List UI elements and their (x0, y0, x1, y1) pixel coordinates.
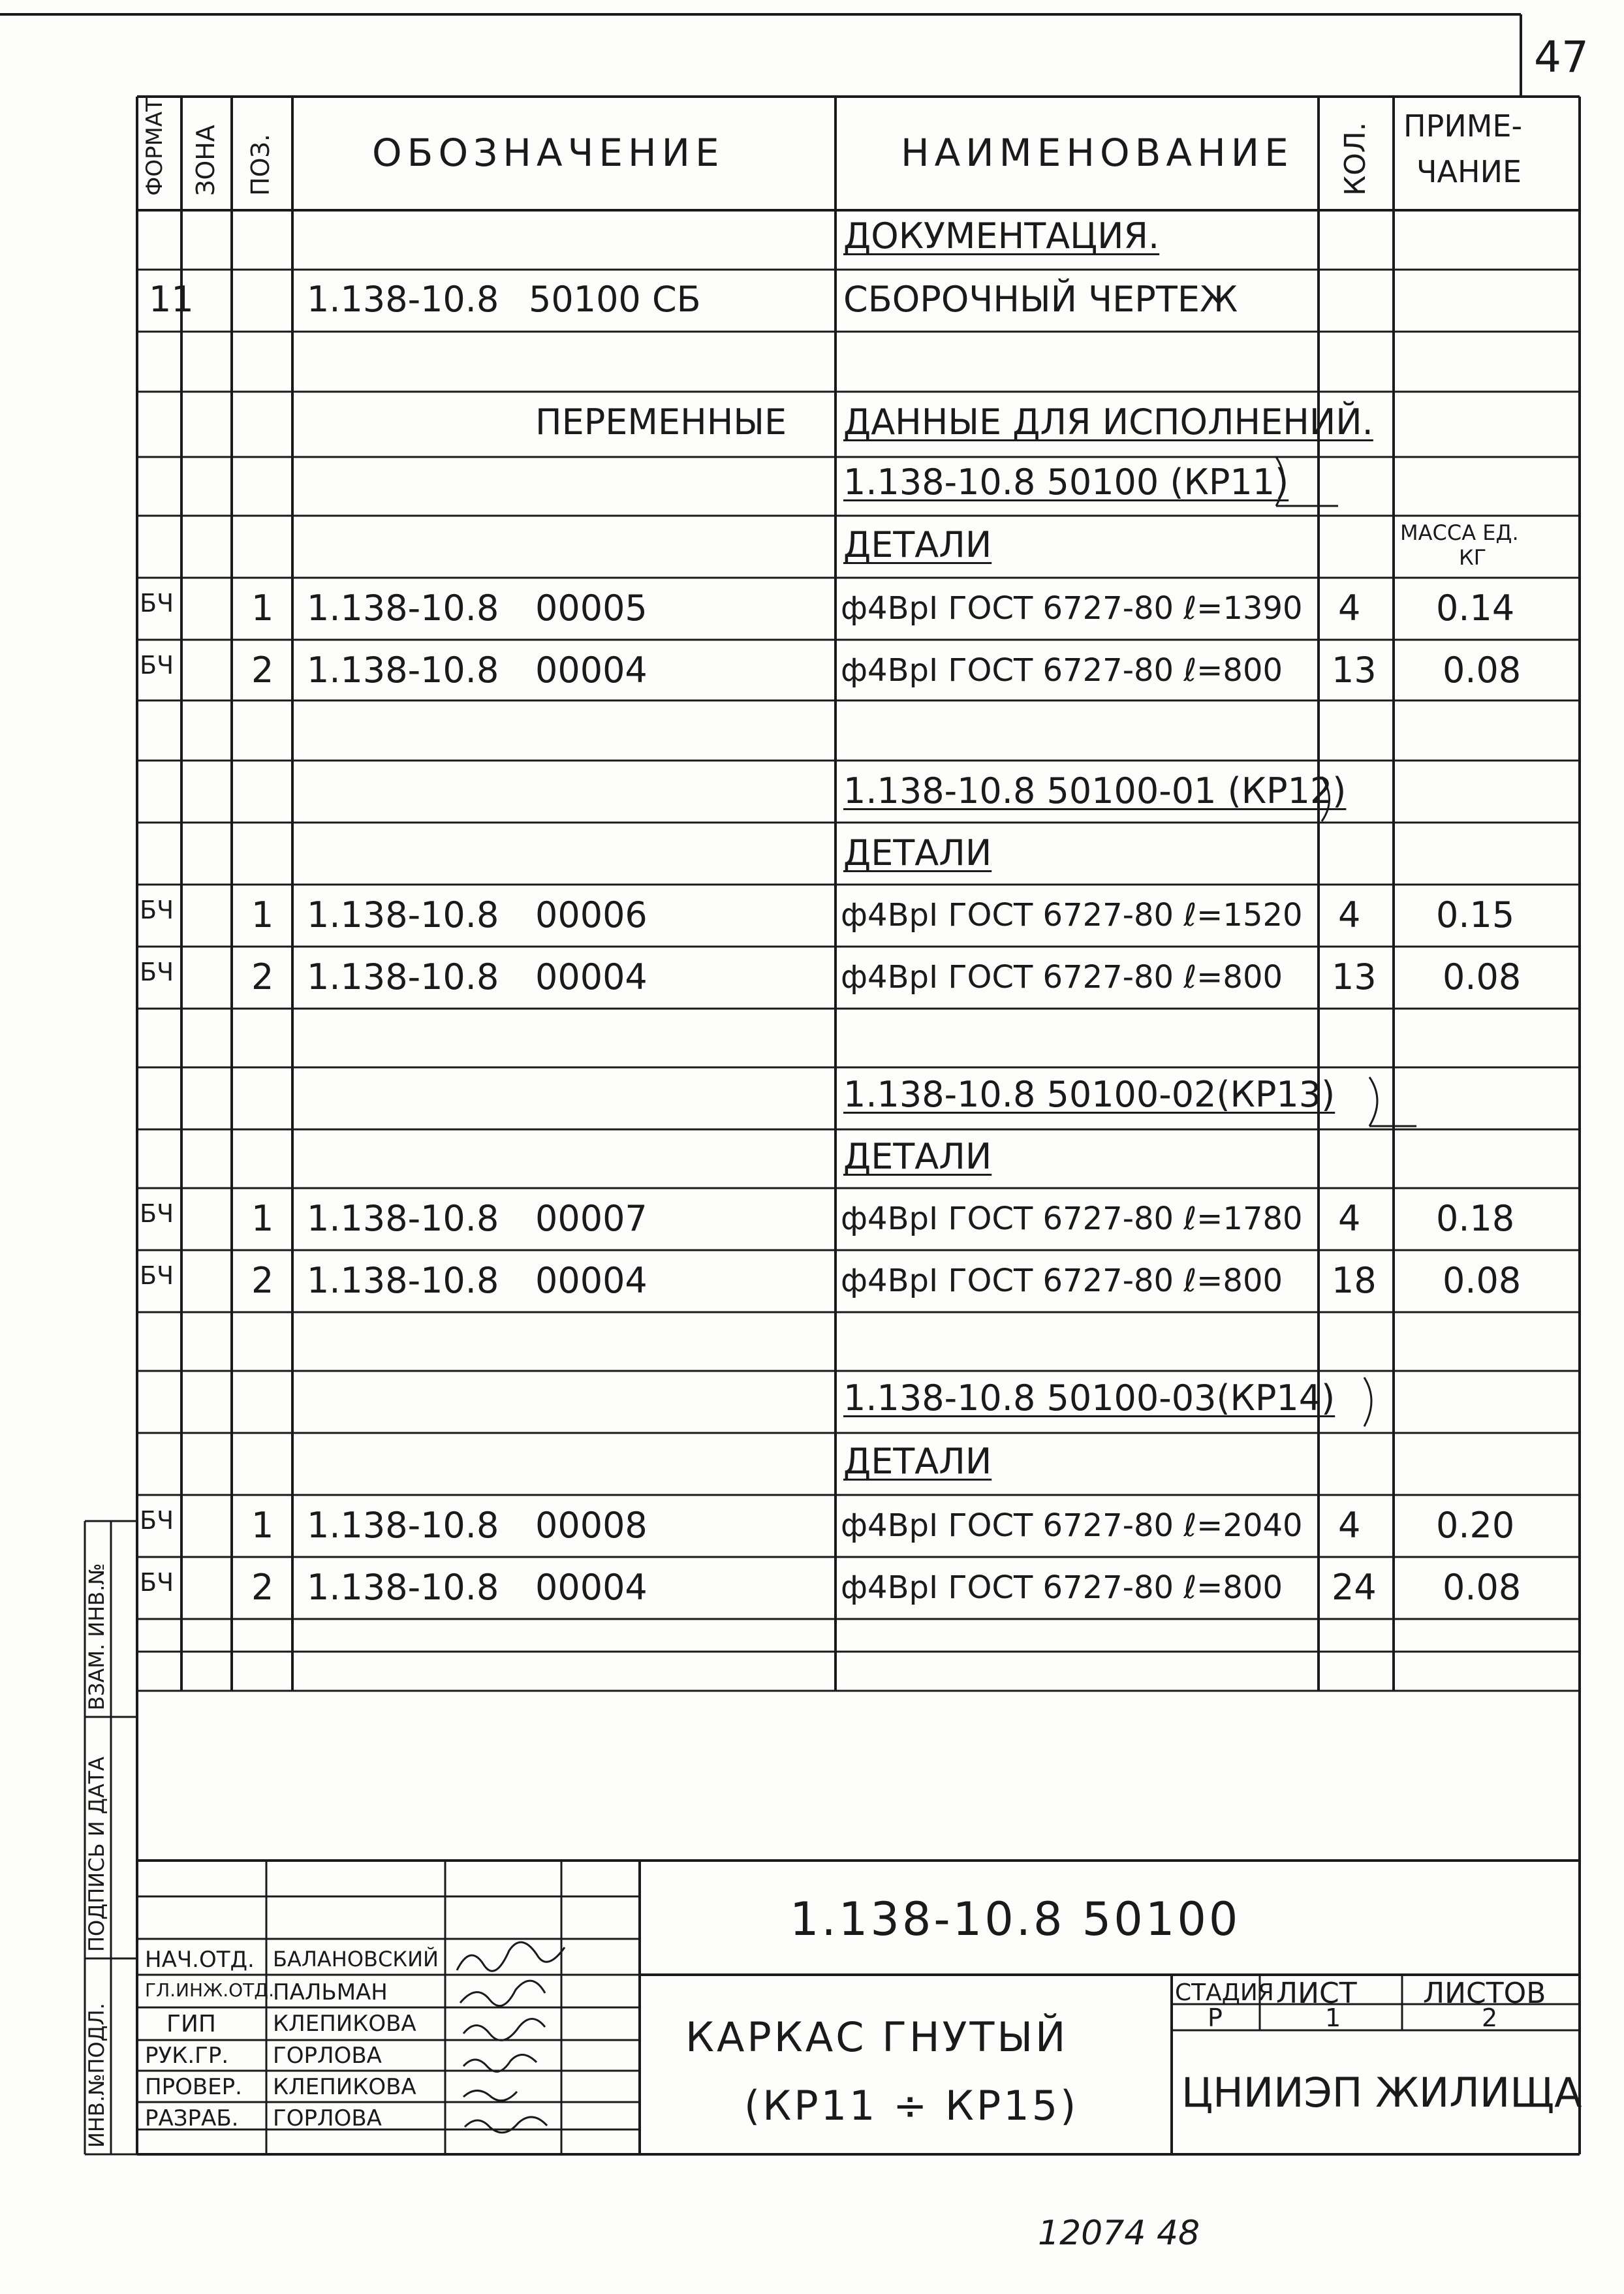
table-row-note: 0.14 (1436, 588, 1515, 629)
table-row-pos: 1 (251, 1505, 274, 1546)
row-variable-label: ПЕРЕМЕННЫЕ (535, 401, 787, 443)
variant-kp13-details: ДЕТАЛИ (843, 1136, 992, 1177)
role-label: ГЛ.ИНЖ.ОТД. (145, 1979, 275, 2001)
table-row-note: 0.20 (1436, 1505, 1515, 1546)
table-row-format: БЧ (140, 1568, 174, 1597)
row-assembly-format: 11 (149, 279, 194, 320)
role-label: НАЧ.ОТД. (145, 1947, 255, 1973)
table-row-qty: 4 (1338, 1505, 1361, 1546)
person-name: ГОРЛОВА (273, 2105, 382, 2131)
table-row-qty: 24 (1332, 1567, 1377, 1608)
col-pos-header: ПОЗ. (246, 134, 275, 196)
table-row-designation: 1.138-10.8 (307, 1260, 499, 1301)
sheets-value: 2 (1482, 2003, 1498, 2032)
doc-code: 1.138-10.8 50100 (790, 1893, 1241, 1946)
table-row-name: ф4ВрI ГОСТ 6727-80 ℓ=800 (841, 1569, 1283, 1606)
table-row-designation: 1.138-10.8 (307, 956, 499, 998)
table-row-code: 00007 (535, 1198, 648, 1239)
variant-kp13-title: 1.138-10.8 50100-02(КР13) (843, 1074, 1335, 1115)
table-row-qty: 18 (1332, 1260, 1377, 1301)
table-row-designation: 1.138-10.8 (307, 1567, 499, 1608)
row-documentation-name: ДОКУМЕНТАЦИЯ. (843, 215, 1160, 257)
sheet-value: 1 (1325, 2003, 1341, 2032)
table-row-code: 00006 (535, 894, 648, 935)
table-row-pos: 1 (251, 894, 274, 935)
table-row-qty: 4 (1338, 588, 1361, 629)
table-row-qty: 4 (1338, 894, 1361, 935)
table-row-name: ф4ВрI ГОСТ 6727-80 ℓ=800 (841, 652, 1283, 689)
mass-unit-kg: КГ (1459, 545, 1487, 570)
table-row-designation: 1.138-10.8 (307, 1198, 499, 1239)
table-row-code: 00005 (535, 588, 648, 629)
person-name: БАЛАНОВСКИЙ (273, 1947, 439, 1972)
table-row-name: ф4ВрI ГОСТ 6727-80 ℓ=1780 (841, 1201, 1303, 1237)
table-row-qty: 13 (1332, 956, 1377, 998)
variant-kp11-title: 1.138-10.8 50100 (КР11) (843, 462, 1289, 503)
table-row-name: ф4ВрI ГОСТ 6727-80 ℓ=800 (841, 1263, 1283, 1299)
page-number: 47 (1534, 32, 1589, 82)
row-assembly-code: 50100 СБ (529, 279, 701, 320)
variant-kp12-details: ДЕТАЛИ (843, 832, 992, 873)
table-row-name: ф4ВрI ГОСТ 6727-80 ℓ=1520 (841, 897, 1303, 934)
signatures (457, 1942, 565, 2133)
role-label: РУК.ГР. (145, 2043, 229, 2069)
col-format-header: ФОРМАТ (142, 98, 168, 196)
mass-unit-header: МАССА ЕД. (1400, 520, 1519, 545)
role-label: ГИП (166, 2011, 216, 2037)
table-row-designation: 1.138-10.8 (307, 650, 499, 691)
table-row-pos: 2 (251, 956, 274, 998)
table-row-pos: 2 (251, 1260, 274, 1301)
table-row-format: БЧ (140, 1261, 174, 1290)
row-assembly-name: СБОРОЧНЫЙ ЧЕРТЕЖ (843, 279, 1238, 320)
side-stamp-vzam: ВЗАМ. ИНВ.№ (84, 1563, 109, 1710)
doc-title-line2: (КР11 ÷ КР15) (744, 2082, 1079, 2129)
side-stamp-podpis: ПОДПИСЬ И ДАТА (84, 1756, 109, 1952)
table-row-code: 00008 (535, 1505, 648, 1546)
side-stamp-inv-podl: ИНВ.№ПОДЛ. (84, 2003, 109, 2148)
variant-kp14-title: 1.138-10.8 50100-03(КР14) (843, 1377, 1335, 1419)
table-row-format: БЧ (140, 896, 174, 924)
col-note-header-line2: ЧАНИЕ (1416, 154, 1522, 189)
table-row-designation: 1.138-10.8 (307, 1505, 499, 1546)
table-row-designation: 1.138-10.8 (307, 588, 499, 629)
person-name: ГОРЛОВА (273, 2043, 382, 2069)
row-variable-name: ДАННЫЕ ДЛЯ ИСПОЛНЕНИЙ. (843, 401, 1373, 443)
table-row-note: 0.08 (1443, 650, 1522, 691)
table-row-name: ф4ВрI ГОСТ 6727-80 ℓ=2040 (841, 1507, 1303, 1544)
table-row-pos: 1 (251, 588, 274, 629)
table-row-pos: 2 (251, 650, 274, 691)
col-zone-header: ЗОНА (191, 125, 220, 196)
table-row-note: 0.08 (1443, 1567, 1522, 1608)
table-row-name: ф4ВрI ГОСТ 6727-80 ℓ=800 (841, 959, 1283, 996)
footer-archive-number: 12074 48 (1038, 2214, 1200, 2253)
col-qty-header: КОЛ. (1339, 122, 1372, 196)
table-row-note: 0.08 (1443, 956, 1522, 998)
stage-label: СТАДИЯ (1175, 1979, 1274, 2006)
person-name: КЛЕПИКОВА (273, 2011, 416, 2037)
table-row-qty: 4 (1338, 1198, 1361, 1239)
table-row-note: 0.08 (1443, 1260, 1522, 1301)
variant-kp12-title: 1.138-10.8 50100-01 (КР12) (843, 770, 1347, 811)
table-row-note: 0.18 (1436, 1198, 1515, 1239)
table-row-code: 00004 (535, 650, 648, 691)
table-row-name: ф4ВрI ГОСТ 6727-80 ℓ=1390 (841, 590, 1303, 627)
table-row-qty: 13 (1332, 650, 1377, 691)
row-assembly-designation: 1.138-10.8 (307, 279, 499, 320)
table-row-designation: 1.138-10.8 (307, 894, 499, 935)
person-name: ПАЛЬМАН (273, 1979, 388, 2005)
table-row-format: БЧ (140, 1199, 174, 1228)
role-label: ПРОВЕР. (145, 2074, 242, 2100)
variant-kp14-details: ДЕТАЛИ (843, 1441, 992, 1482)
person-name: КЛЕПИКОВА (273, 2074, 416, 2100)
table-row-pos: 1 (251, 1198, 274, 1239)
col-note-header-line1: ПРИМЕ- (1403, 108, 1523, 144)
table-row-pos: 2 (251, 1567, 274, 1608)
stage-value: Р (1208, 2003, 1223, 2032)
col-name-header: НАИМЕНОВАНИЕ (901, 131, 1294, 175)
sheet-label: ЛИСТ (1276, 1977, 1357, 2010)
table-row-format: БЧ (140, 1506, 174, 1535)
table-row-note: 0.15 (1436, 894, 1515, 935)
doc-title-line1: КАРКАС ГНУТЫЙ (685, 2013, 1069, 2061)
table-row-format: БЧ (140, 589, 174, 618)
variant-kp11-details: ДЕТАЛИ (843, 524, 992, 565)
sheets-label: ЛИСТОВ (1423, 1977, 1546, 2010)
role-label: РАЗРАБ. (145, 2105, 239, 2131)
organization-name: ЦНИИЭП ЖИЛИЩА (1181, 2069, 1582, 2116)
col-designation-header: ОБОЗНАЧЕНИЕ (372, 131, 725, 175)
table-row-code: 00004 (535, 956, 648, 998)
table-row-code: 00004 (535, 1260, 648, 1301)
table-row-code: 00004 (535, 1567, 648, 1608)
table-row-format: БЧ (140, 958, 174, 986)
table-row-format: БЧ (140, 651, 174, 680)
